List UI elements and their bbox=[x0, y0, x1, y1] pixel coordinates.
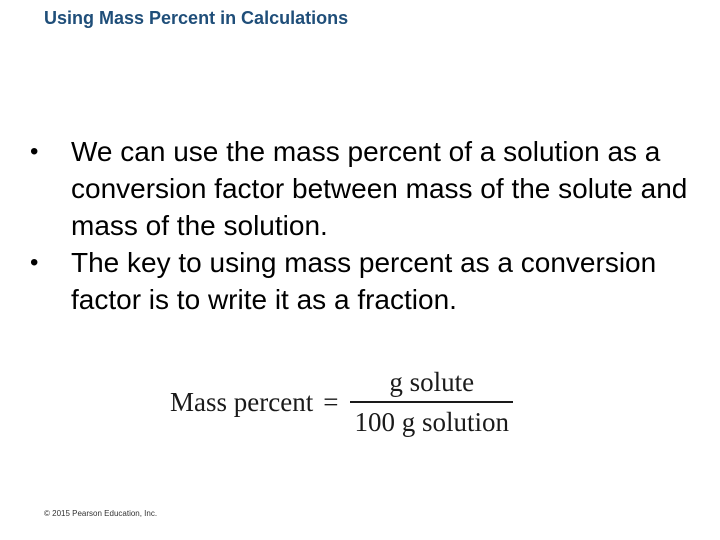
bullet-marker: • bbox=[30, 138, 39, 165]
formula-numerator: g solute bbox=[389, 367, 475, 397]
bullet-text: We can use the mass percent of a solution as a conversion factor between mass of the solute and mass of the solution. bbox=[71, 136, 688, 241]
formula-equals-sign: = bbox=[323, 386, 339, 417]
bullet-marker: • bbox=[30, 249, 39, 276]
bullet-item-fraction-key bbox=[30, 244, 700, 318]
copyright-notice: © 2015 Pearson Education, Inc. bbox=[44, 509, 158, 518]
formula-fraction bbox=[350, 366, 513, 438]
bullet-list bbox=[30, 133, 700, 318]
bullet-item-conversion-factor bbox=[30, 133, 700, 244]
mass-percent-formula bbox=[170, 362, 513, 442]
formula-lhs: Mass percent bbox=[170, 386, 314, 417]
slide-title: Using Mass Percent in Calculations bbox=[44, 8, 349, 28]
formula-denominator: 100 g solution bbox=[354, 407, 509, 437]
bullet-text: The key to using mass percent as a conversion factor is to write it as a fraction. bbox=[71, 247, 657, 315]
